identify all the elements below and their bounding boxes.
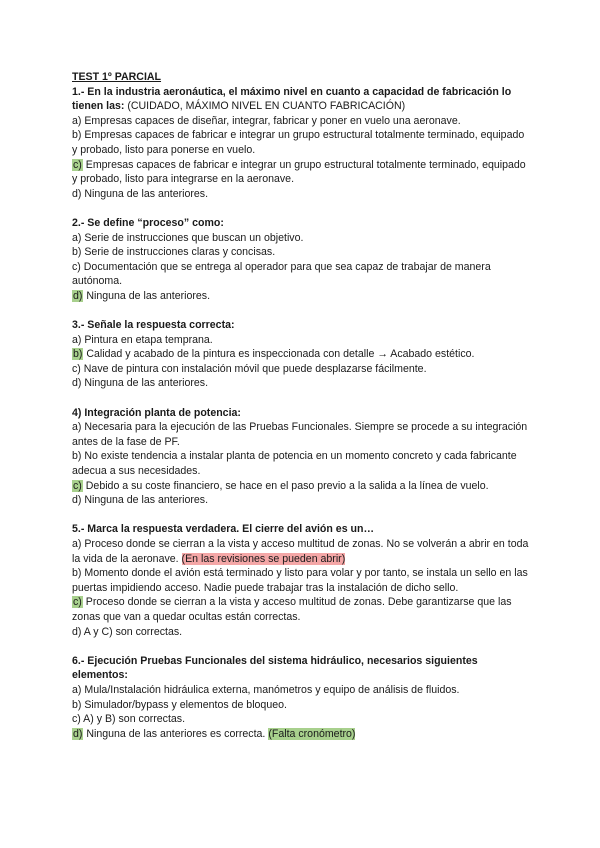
option-letter: c)	[72, 362, 81, 375]
option-letter: a)	[72, 333, 82, 346]
option-text: A y C) son correctas.	[81, 625, 183, 638]
correct-option-letter: c)	[73, 479, 82, 492]
answer-option	[72, 376, 532, 391]
option-text: Nave de pintura con instalación móvil que puede desplazarse fácilmente.	[80, 362, 427, 375]
question-text: 1.- En la industria aeronáutica, el máximo nivel en cuanto a capacidad de fabricación lo tienen las:	[72, 85, 512, 113]
question-2	[72, 216, 532, 304]
answer-option	[72, 493, 532, 508]
correct-option-letter: d)	[73, 289, 83, 302]
answer-option	[72, 231, 532, 246]
answer-option	[72, 595, 532, 624]
question-text: 5.- Marca la respuesta verdadera. El cierre del avión es un…	[72, 523, 375, 536]
question-heading	[72, 318, 532, 333]
highlighted-note: (En las revisiones se pueden abrir)	[181, 552, 346, 565]
option-letter: b)	[72, 450, 82, 463]
option-letter: d)	[72, 187, 82, 200]
option-letter: a)	[72, 683, 82, 696]
option-text: Mula/Instalación hidráulica externa, manómetros y equipo de análisis de fluidos.	[81, 683, 460, 696]
option-text: Serie de instrucciones que buscan un objetivo.	[81, 231, 304, 244]
answer-option	[72, 479, 532, 494]
option-text: Empresas capaces de diseñar, integrar, fabricar y poner en vuelo una aeronave.	[81, 114, 461, 127]
question-text: 2.- Se define “proceso” como:	[72, 216, 224, 229]
answer-option	[72, 449, 532, 478]
option-letter: a)	[72, 421, 82, 434]
option-text: Ninguna de las anteriores es correcta.	[83, 727, 269, 740]
option-text: Ninguna de las anteriores.	[81, 377, 209, 390]
highlighted-note: (Falta cronómetro)	[268, 727, 356, 740]
question-text: 4) Integración planta de potencia:	[72, 406, 241, 419]
exam-title: TEST 1º PARCIAL	[72, 71, 162, 83]
answer-option	[72, 566, 532, 595]
question-text: 6.- Ejecución Pruebas Funcionales del sistema hidráulico, necesarios siguientes elementos:	[72, 654, 478, 682]
correct-option-letter: b)	[73, 348, 83, 361]
option-text: Ninguna de las anteriores.	[83, 289, 211, 302]
correct-option-letter: d)	[73, 727, 83, 740]
option-text: Documentación que se entrega al operador para que sea capaz de trabajar de manera autónoma.	[72, 260, 491, 288]
answer-option	[72, 347, 532, 362]
option-letter: a)	[72, 231, 82, 244]
question-heading	[72, 216, 532, 231]
option-text: Simulador/bypass y elementos de bloqueo.	[81, 698, 287, 711]
correct-option-letter: c)	[73, 596, 82, 609]
option-text: Momento donde el avión está terminado y listo para volar y por tanto, se instala un sello en las puertas impidiendo acceso. Nadie puede trabajar tras la instalación de dicho sello.	[72, 567, 528, 594]
question-heading	[72, 406, 532, 421]
option-text: Empresas capaces de fabricar e integrar un grupo estructural totalmente terminado, equipado y probado, listo para ponerse en vuelo.	[72, 129, 525, 156]
option-text: No existe tendencia a instalar planta de potencia en un momento concreto y cada fabricante adecua a sus necesidades.	[72, 450, 517, 478]
option-text: Serie de instrucciones claras y concisas.	[81, 246, 276, 259]
answer-option	[72, 128, 532, 157]
option-text: Calidad y acabado de la pintura es inspeccionada con detalle → Acabado estético.	[83, 348, 475, 361]
answer-option	[72, 712, 532, 727]
question-6	[72, 654, 532, 742]
answer-option	[72, 187, 532, 202]
question-heading	[72, 85, 532, 114]
answer-option	[72, 260, 532, 289]
option-letter: b)	[72, 698, 82, 711]
option-text: Ninguna de las anteriores.	[81, 494, 209, 507]
option-text: Ninguna de las anteriores.	[81, 187, 209, 200]
option-letter: c)	[72, 713, 81, 726]
answer-option	[72, 362, 532, 377]
question-5	[72, 522, 532, 639]
answer-option	[72, 114, 532, 129]
option-text: Empresas capaces de fabricar e integrar un grupo estructural totalmente terminado, equipado y probado, listo para integrarse en la aeronave.	[72, 158, 526, 186]
question-heading	[72, 522, 532, 537]
answer-option	[72, 698, 532, 713]
option-letter: b)	[72, 246, 82, 259]
option-text: A) y B) son correctas.	[80, 713, 186, 726]
option-letter: a)	[72, 538, 82, 550]
answer-option	[72, 158, 532, 187]
option-text: Debido a su coste financiero, se hace en el paso previo a la salida a la línea de vuelo.	[82, 479, 489, 492]
option-text: Proceso donde se cierran a la vista y acceso multitud de zonas. No se volverán a abrir en toda la vida de la aeronave.	[72, 538, 529, 565]
question-list	[72, 85, 532, 742]
question-text: 3.- Señale la respuesta correcta:	[72, 319, 235, 332]
option-letter: d)	[72, 494, 82, 507]
option-letter: b)	[72, 129, 82, 142]
option-text: Proceso donde se cierran a la vista y acceso multitud de zonas. Debe garantizarse que las zonas que van a quedar ocultas están correctas.	[72, 596, 512, 623]
option-text: Pintura en etapa temprana.	[81, 333, 213, 346]
answer-option	[72, 625, 532, 640]
exam-sheet	[72, 70, 532, 756]
question-4	[72, 406, 532, 508]
correct-option-letter: c)	[73, 158, 82, 171]
question-3	[72, 318, 532, 391]
answer-option	[72, 537, 532, 566]
option-letter: c)	[72, 260, 81, 273]
answer-option	[72, 245, 532, 260]
answer-option	[72, 420, 532, 449]
question-heading	[72, 654, 532, 683]
answer-option	[72, 683, 532, 698]
option-letter: d)	[72, 377, 82, 390]
question-note: (CUIDADO, MÁXIMO NIVEL EN CUANTO FABRICACIÓN)	[124, 100, 406, 113]
answer-option	[72, 289, 532, 304]
option-letter: d)	[72, 625, 82, 638]
answer-option	[72, 333, 532, 348]
question-1	[72, 85, 532, 202]
option-letter: b)	[72, 567, 82, 580]
answer-option	[72, 727, 532, 742]
option-text: Necesaria para la ejecución de las Pruebas Funcionales. Siempre se procede a su integración antes de la fase de PF.	[72, 421, 528, 448]
option-letter: a)	[72, 114, 82, 127]
